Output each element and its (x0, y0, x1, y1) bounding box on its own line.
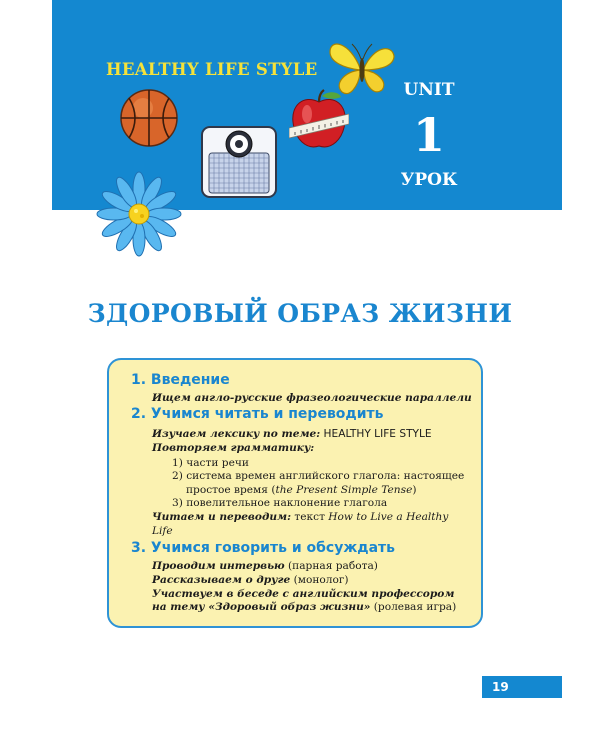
unit-number: 1 (412, 108, 445, 162)
line-text: (парная работа) (284, 560, 378, 572)
section-line (172, 497, 387, 510)
line-text: Изучаем лексику по теме: (152, 428, 321, 440)
lesson-label: УРОК (400, 170, 458, 190)
unit-label: UNIT (403, 80, 455, 100)
section-line (172, 457, 249, 470)
line-text: Рассказываем о друге (152, 574, 291, 586)
line-text: (монолог) (290, 574, 349, 586)
line-text: How to Live a Healthy (328, 511, 449, 523)
section-line (152, 574, 349, 587)
butterfly-icon (326, 38, 398, 102)
banner-title: HEALTHY LIFE STYLE (106, 60, 318, 79)
blue-flower-icon (96, 171, 182, 257)
line-text: текст (291, 511, 329, 523)
section-line (186, 484, 416, 497)
section-line (152, 392, 472, 405)
section-line (152, 588, 454, 601)
section-title: 1. Введение (131, 372, 230, 388)
line-text: ) (412, 484, 417, 496)
line-text: 2) система времен английского глагола: настоящее (172, 470, 465, 482)
line-text: Проводим интервью (152, 560, 285, 572)
line-text: Читаем и переводим: (152, 511, 292, 523)
section-line (152, 428, 432, 441)
line-text: Повторяем грамматику: (152, 442, 315, 454)
section-line (152, 601, 456, 614)
section-line (152, 560, 378, 573)
page-number: 19 (482, 676, 562, 698)
section-line (152, 525, 173, 538)
section-line (172, 470, 464, 483)
line-text: на тему «Здоровый образ жизни» (152, 601, 371, 613)
line-text: (ролевая игра) (370, 601, 457, 613)
line-text: the Present Simple Tense (275, 484, 413, 496)
line-text: простое время ( (186, 484, 276, 496)
section-title: 2. Учимся читать и переводить (131, 406, 384, 422)
line-text: Life (152, 525, 173, 537)
line-text: 1) части речи (172, 457, 249, 469)
line-text: HEALTHY LIFE STYLE (320, 428, 432, 440)
bathroom-scale-icon (200, 125, 278, 199)
section-line (152, 511, 448, 524)
section-line (152, 442, 314, 455)
section-title: 3. Учимся говорить и обсуждать (131, 540, 395, 556)
line-text: Ищем англо-русские фразеологические параллели (152, 392, 472, 404)
basketball-icon (119, 88, 179, 148)
line-text: 3) повелительное наклонение глагола (172, 497, 388, 509)
page-title: ЗДОРОВЫЙ ОБРАЗ ЖИЗНИ (87, 299, 513, 328)
line-text: Участвуем в беседе с английским профессором (152, 588, 455, 600)
